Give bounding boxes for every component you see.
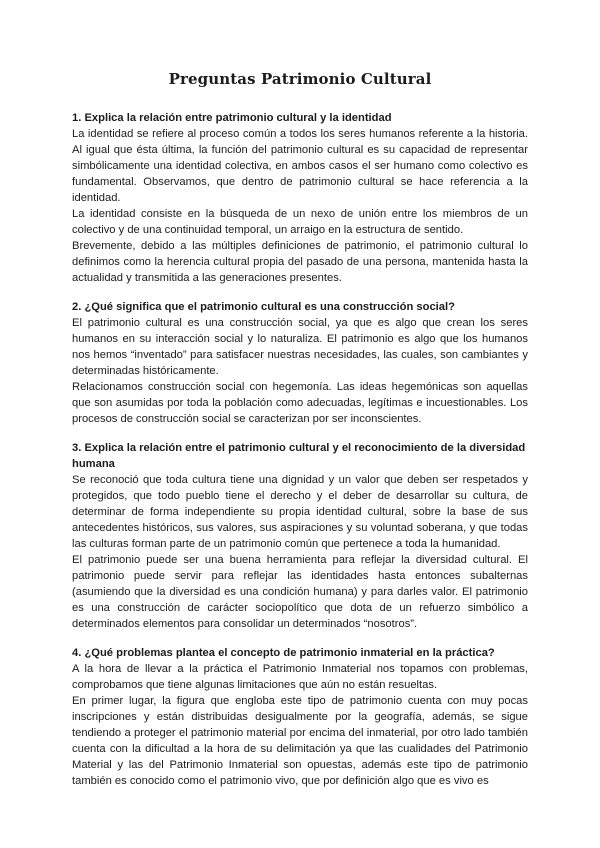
- question-heading: 2. ¿Qué significa que el patrimonio cultural es una construcción social?: [72, 301, 455, 313]
- paragraph: El patrimonio puede ser una buena herramienta para reflejar la diversidad cultural. El patrimonio puede servir para reflejar las identidades hasta entonces subalternas (asumiendo que la diversidad es una condición humana) y para darles valor. El patrimonio es una construcción de carácter sociopolítico que dota de un refuerzo simbólico a determinados elementos para consolidar un determinados “nosotros”.: [72, 554, 528, 630]
- paragraph: Se reconoció que toda cultura tiene una dignidad y un valor que deben ser respetados y protegidos, que todo pueblo tiene el derecho y el deber de desarrollar su cultura, de determinar de forma independiente su propia identidad cultural, sobre la base de sus antecedentes históricos, sus valores, sus aspiraciones y su voluntad soberana, y que todas las culturas forman parte de un patrimonio común que pertenece a toda la humanidad.: [72, 474, 528, 550]
- page-title: Preguntas Patrimonio Cultural: [168, 70, 432, 88]
- section-4: [72, 645, 528, 789]
- question-heading: 1. Explica la relación entre patrimonio cultural y la identidad: [72, 112, 392, 124]
- paragraph: Brevemente, debido a las múltiples definiciones de patrimonio, el patrimonio cultural lo definimos como la herencia cultural propia del pasado de una persona, mantenida hasta la actualidad y transmitida a las generaciones presentes.: [72, 240, 528, 284]
- question-heading: 3. Explica la relación entre el patrimonio cultural y el reconocimiento de la diversidad humana: [72, 442, 526, 470]
- paragraph: A la hora de llevar a la práctica el Patrimonio Inmaterial nos topamos con problemas, comprobamos que tiene algunas limitaciones que aún no están resueltas.: [72, 663, 528, 691]
- section-3: [72, 440, 528, 632]
- question-heading: 4. ¿Qué problemas plantea el concepto de patrimonio inmaterial en la práctica?: [72, 647, 495, 659]
- section-2: [72, 299, 528, 427]
- section-1: [72, 110, 528, 286]
- paragraph: Relacionamos construcción social con hegemonía. Las ideas hegemónicas son aquellas que son asumidas por toda la población como adecuadas, legítimas e incuestionables. Los procesos de construcción social se caracterizan por ser inconscientes.: [72, 381, 528, 425]
- paragraph: El patrimonio cultural es una construcción social, ya que es algo que crean los seres humanos en su interacción social y lo naturaliza. El patrimonio es algo que los humanos nos hemos “inventado” para satisfacer nuestras necesidades, las cuales, son cambiantes y determinadas históricamente.: [72, 317, 528, 377]
- paragraph: La identidad consiste en la búsqueda de un nexo de unión entre los miembros de un colectivo y de una continuidad temporal, un arraigo en la estructura de sentido.: [72, 208, 528, 236]
- paragraph: La identidad se refiere al proceso común a todos los seres humanos referente a la historia. Al igual que ésta última, la función del patrimonio cultural es su capacidad de representar simbólicamente una identidad colectiva, en ambos casos el ser humano como colectivo es fundamental. Observamos, que dentro de patrimonio cultural se hace referencia a la identidad.: [72, 128, 528, 204]
- paragraph: En primer lugar, la figura que engloba este tipo de patrimonio cuenta con muy pocas inscripciones y están distribuidas desigualmente por la geografía, además, se sigue tendiendo a proteger el patrimonio material por encima del inmaterial, por otro lado también cuenta con la dificultad a la hora de su delimitación ya que las cualidades del Patrimonio Material y las del Patrimonio Inmaterial son opuestas, además este tipo de patrimonio también es conocido como el patrimonio vivo, que por definición algo que es vivo es: [72, 695, 528, 787]
